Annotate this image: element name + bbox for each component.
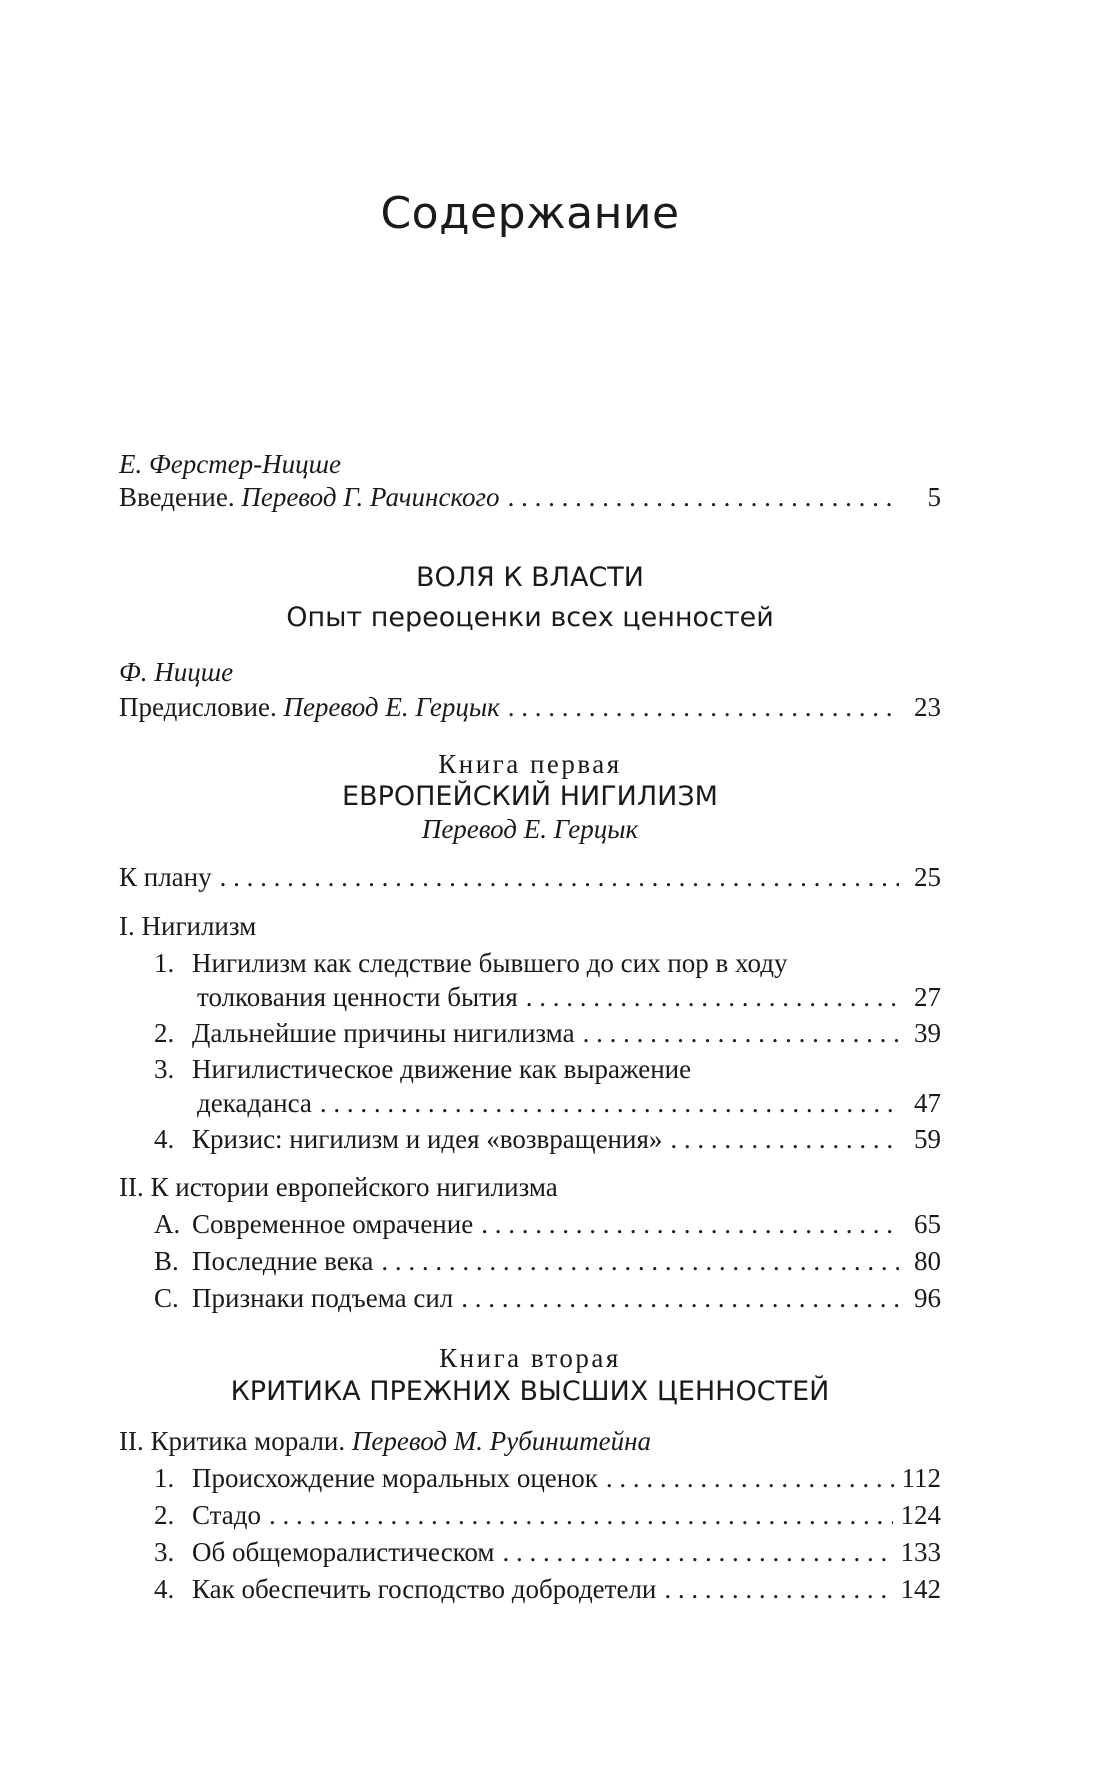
book2-title: КРИТИКА ПРЕЖНИХ ВЫСШИХ ЦЕННОСТЕЙ (230, 1376, 830, 1407)
page-number: 133 (900, 1537, 941, 1567)
toc-entry-1-3-line1[interactable] (154, 1052, 941, 1086)
toc-entry-2-c[interactable] (154, 1281, 941, 1315)
work-subtitle: Опыт переоценки всех ценностей (286, 602, 774, 633)
entry-text: Последние века (192, 1246, 374, 1276)
dot-leader (508, 690, 899, 724)
entry-text: Современное омрачение (192, 1209, 474, 1239)
toc-entry-1-3[interactable] (197, 1086, 941, 1120)
toc-entry-1-1[interactable] (197, 980, 941, 1014)
intro-translator: Перевод Г. Рачинского (241, 482, 500, 512)
dot-leader (508, 480, 899, 514)
page-number: 142 (900, 1574, 941, 1604)
toc-entry-2-b[interactable] (154, 1244, 941, 1278)
page-number: 5 (927, 482, 941, 512)
entry-text: Признаки подъема сил (192, 1283, 454, 1313)
dot-leader (583, 1016, 899, 1050)
entry-text: Нигилизм как следствие бывшего до сих пор в ходу (192, 948, 788, 978)
entry-number: 3. (154, 1537, 175, 1567)
toc-entry-m-2[interactable] (154, 1498, 941, 1532)
dot-leader (526, 980, 899, 1014)
page-number: 25 (914, 862, 941, 892)
section-translator: Перевод М. Рубинштейна (351, 1426, 651, 1456)
section-label: II. Критика морали. (119, 1426, 346, 1456)
page-number: 47 (914, 1088, 941, 1118)
entry-number: 4. (154, 1574, 175, 1604)
entry-text: Как обеспечить господство добродетели (192, 1574, 657, 1604)
entry-text: толкования ценности бытия (197, 982, 518, 1012)
dot-leader (320, 1086, 899, 1120)
page-number: 112 (901, 1463, 941, 1493)
entry-text: Об общеморалистическом (192, 1537, 495, 1567)
toc-entry-m-1[interactable] (154, 1461, 941, 1495)
toc-entry-2-a[interactable] (154, 1207, 941, 1241)
entry-text: Кризис: нигилизм и идея «возвращения» (192, 1124, 663, 1154)
entry-text: декаданса (197, 1088, 312, 1118)
intro-label: Введение. (119, 482, 235, 512)
intro-author: Е. Ферстер-Ницше (119, 449, 342, 479)
entry-number: 2. (154, 1018, 175, 1048)
section-heading-morality (119, 1424, 941, 1458)
preface-author: Ф. Ницше (119, 657, 234, 687)
preface-translator: Перевод Е. Герцык (283, 692, 500, 722)
page-number: 59 (914, 1124, 941, 1154)
dot-leader (481, 1207, 899, 1241)
book1-label: Книга первая (438, 749, 622, 779)
entry-number: B. (154, 1246, 179, 1276)
book1-translator: Перевод Е. Герцык (421, 814, 639, 844)
book1-title: ЕВРОПЕЙСКИЙ НИГИЛИЗМ (342, 781, 718, 812)
page-number: 39 (914, 1018, 941, 1048)
entry-text: Происхождение моральных оценок (192, 1463, 598, 1493)
dot-leader (220, 860, 899, 894)
entry-number: C. (154, 1283, 179, 1313)
page-number: 80 (914, 1246, 941, 1276)
entry-text: Дальнейшие причины нигилизма (192, 1018, 575, 1048)
dot-leader (606, 1461, 894, 1495)
dot-leader (269, 1498, 892, 1532)
toc-entry-preface[interactable] (119, 690, 941, 724)
entry-number: 1. (154, 1463, 175, 1493)
entry-number: 1. (154, 948, 175, 978)
page-number: 124 (900, 1500, 941, 1530)
toc-entry-1-2[interactable] (154, 1016, 941, 1050)
page-number: 65 (914, 1209, 941, 1239)
toc-entry-1-4[interactable] (154, 1122, 941, 1156)
page-number: 23 (914, 692, 941, 722)
section-heading-nihilism: I. Нигилизм (119, 911, 257, 941)
entry-number: 2. (154, 1500, 175, 1530)
dot-leader (670, 1122, 899, 1156)
book2-label: Книга вторая (439, 1343, 621, 1373)
toc-entry-intro[interactable] (119, 480, 941, 514)
page-number: 27 (914, 982, 941, 1012)
toc-entry-1-1-line1[interactable] (154, 946, 941, 980)
dot-leader (461, 1281, 899, 1315)
toc-entry-m-4[interactable] (154, 1572, 941, 1606)
toc-entry-m-3[interactable] (154, 1535, 941, 1569)
page-number: 96 (914, 1283, 941, 1313)
work-title: ВОЛЯ К ВЛАСТИ (415, 562, 644, 593)
entry-number: 4. (154, 1124, 175, 1154)
entry-number: 3. (154, 1054, 175, 1084)
preface-label: Предисловие. (119, 692, 277, 722)
dot-leader (381, 1244, 899, 1278)
entry-number: A. (154, 1209, 181, 1239)
dot-leader (664, 1572, 892, 1606)
entry-text: Нигилистическое движение как выражение (192, 1054, 692, 1084)
toc-entry-plan[interactable] (119, 860, 941, 894)
dot-leader (503, 1535, 893, 1569)
entry-text: Стадо (192, 1500, 262, 1530)
page-title: Содержание (380, 188, 680, 239)
section-heading-history: II. К истории европейского нигилизма (119, 1172, 558, 1202)
entry-text: К плану (119, 862, 212, 892)
